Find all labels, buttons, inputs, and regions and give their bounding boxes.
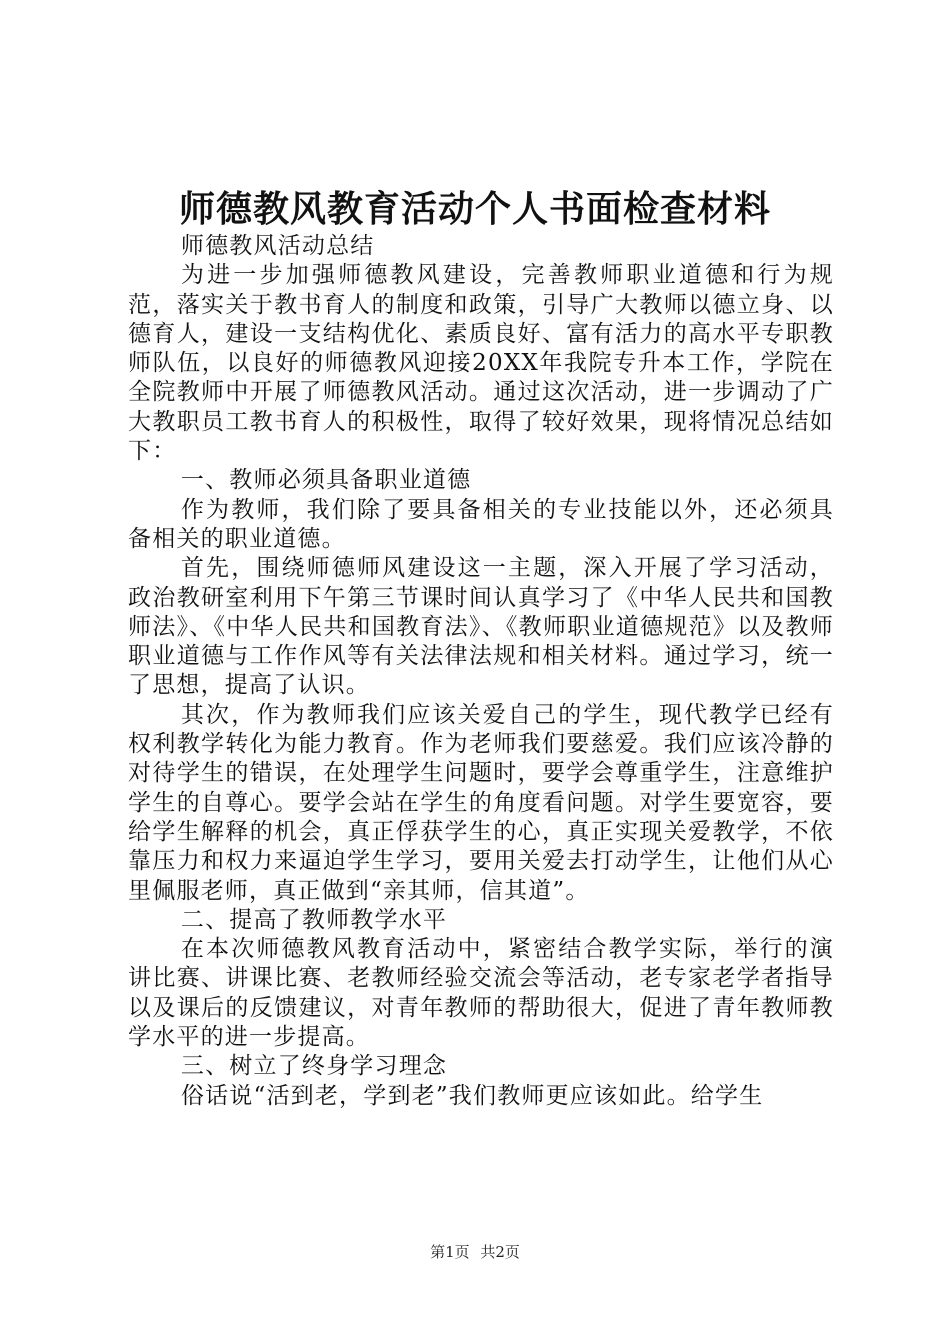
- section-1-paragraph-3: 其次，作为教师我们应该关爱自己的学生，现代教学已经有权利教学转化为能力教育。作为老师我们要慈爱。我们应该冷静的对待学生的错误，在处理学生问题时，要学会尊重学生，注意维护学生的自尊心。要学会站在学生的角度看问题。对学生要宽容，要给学生解释的机会，真正俘获学生的心，真正实现关爱教学，不依靠压力和权力来逼迫学生学习，要用关爱去打动学生，让他们从心里佩服老师，真正做到“亲其师，信其道”。: [128, 701, 834, 904]
- page-number: 第1页: [430, 1243, 470, 1261]
- section-1-paragraph-1: 作为教师，我们除了要具备相关的专业技能以外，还必须具备相关的职业道德。: [128, 496, 834, 552]
- intro-paragraph: 为进一步加强师德教风建设，完善教师职业道德和行为规范，落实关于教书育人的制度和政策，引导广大教师以德立身、以德育人，建设一支结构优化、素质良好、富有活力的高水平专职教师队伍，以良好的师德教风迎接20XX年我院专升本工作，学院在全院教师中开展了师德教风活动。通过这次活动，进一步调动了广大教职员工教书育人的积极性，取得了较好效果，现将情况总结如下：: [128, 262, 834, 465]
- page-total: 共2页: [480, 1243, 520, 1261]
- document-body: [128, 232, 834, 1111]
- section-2-paragraph-1: 在本次师德教风教育活动中，紧密结合教学实际，举行的演讲比赛、讲课比赛、老教师经验交流会等活动，老专家老学者指导以及课后的反馈建议，对青年教师的帮助很大，促进了青年教师教学水平的进一步提高。: [128, 936, 834, 1051]
- section-heading-1: 一、教师必须具备职业道德: [180, 467, 472, 494]
- page-footer: [0, 1242, 950, 1262]
- section-3-paragraph-1: 俗话说“活到老，学到老”我们教师更应该如此。给学生: [180, 1082, 764, 1109]
- section-heading-3: 三、树立了终身学习理念: [180, 1053, 448, 1080]
- section-1-paragraph-2: 首先，围绕师德师风建设这一主题，深入开展了学习活动，政治教研室利用下午第三节课时间认真学习了《中华人民共和国教师法》、《中华人民共和国教育法》、《教师职业道德规范》以及教师职业道德与工作作风等有关法律法规和相关材料。通过学习，统一了思想，提高了认识。: [128, 555, 834, 699]
- document-title: 师德教风教育活动个人书面检查材料: [178, 188, 771, 230]
- section-heading-2: 二、提高了教师教学水平: [180, 906, 448, 933]
- summary-heading: 师德教风活动总结: [180, 233, 375, 259]
